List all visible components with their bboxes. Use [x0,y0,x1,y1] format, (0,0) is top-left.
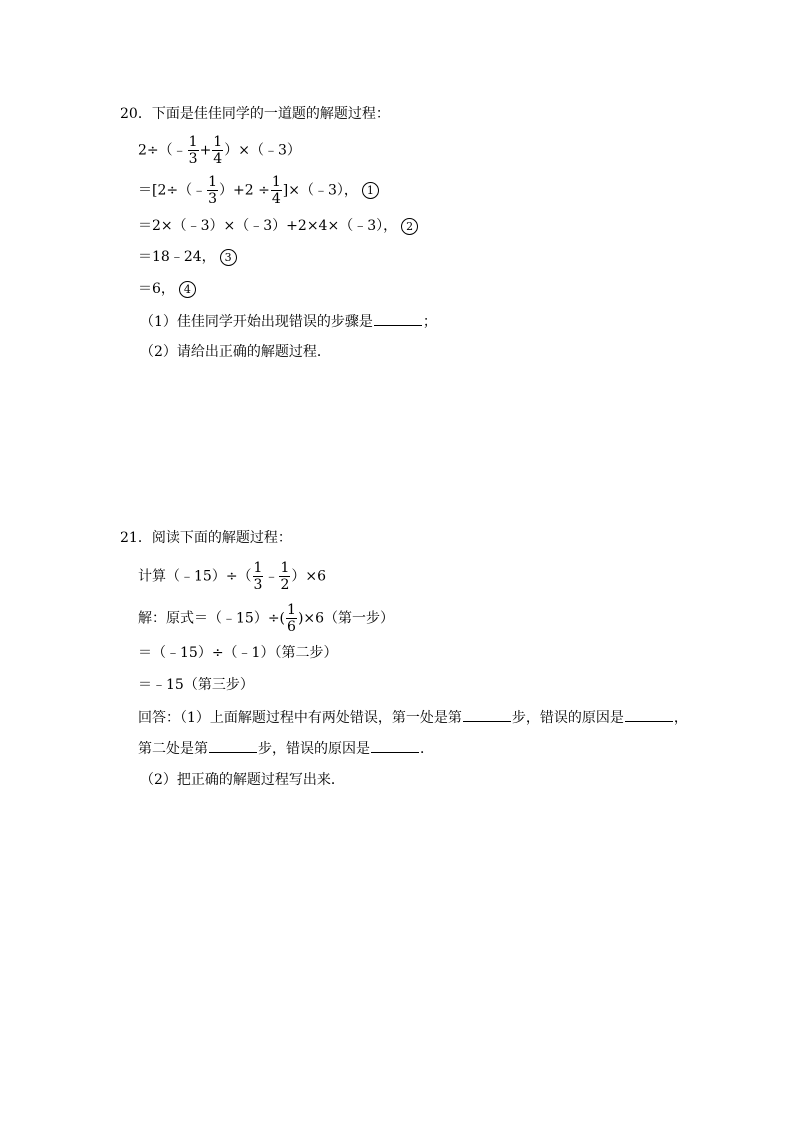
q21-calc-part2: ﹣ [264,568,279,585]
answer-blank[interactable] [463,707,511,722]
q21-sol1-fraction [286,602,297,635]
q21-answer-line-2 [138,738,434,759]
q20-step1-fraction-2 [271,174,282,207]
q20-expr-part3: ）×（﹣3） [224,142,301,159]
q20-part1-question: （1）佳佳同学开始出现错误的步骤是 [140,314,373,330]
q20-expr-part1: 2÷（﹣ [138,142,187,159]
q21-calc-fraction-1-denominator: 3 [253,577,263,593]
q21-calculation [138,560,326,593]
q20-expr-fraction-2-denominator: 4 [213,151,223,167]
q20-expression [138,134,301,167]
q20-expr-part2: + [199,142,212,159]
q21-stem: 21．阅读下面的解题过程： [120,530,292,546]
q20-step-3 [138,247,237,267]
q20-step1-part2: ）+2 ÷ [219,182,270,199]
q21-sol1-fraction-denominator: 6 [287,619,296,635]
q20-step1-fraction-2-numerator: 1 [271,174,281,190]
q21-calc-part1: 计算（﹣15）÷（ [138,568,252,585]
q20-step3-text: ＝18﹣24， [138,249,216,265]
q21-calc-part3: ）×6 [291,568,327,585]
q21-sol1-part1: 解：原式＝（﹣15）÷( [138,610,286,627]
q20-step1-part1: ＝[2÷（﹣ [138,182,207,199]
q20-expr-fraction-1-denominator: 3 [188,151,198,167]
q21-solution-step-1 [138,602,394,635]
q20-step1-circled-number: 1 [362,182,379,199]
q20-expr-fraction-1 [188,134,199,167]
q20-step1-fraction-1 [207,174,218,207]
q21-ans2-text-c: ． [420,741,434,757]
q21-ans2-text-a: 第二处是第 [138,741,208,757]
q21-answer-line-1 [138,707,688,728]
q20-part-2: （2）请给出正确的解题过程． [140,344,331,360]
q20-step4-circled-number: 4 [179,281,196,298]
q20-stem: 20．下面是佳佳同学的一道题的解题过程： [120,106,390,122]
q21-sol1-part2: )×6（第一步） [297,610,395,627]
answer-blank[interactable] [374,311,422,326]
q21-part-2: （2）把正确的解题过程写出来． [140,772,345,788]
q21-ans1-text-b: 步，错误的原因是 [511,710,624,726]
q21-calc-fraction-2-numerator: 1 [280,560,290,576]
answer-blank[interactable] [625,707,673,722]
q20-step1-fraction-1-numerator: 1 [208,174,218,190]
q20-part1-end: ； [422,314,437,330]
q21-solution-step-3: ＝﹣15（第三步） [138,677,254,693]
q20-part-1 [140,311,437,332]
q20-step-4 [138,279,196,299]
q21-calc-fraction-2 [279,560,290,593]
q21-ans2-text-b: 步，错误的原因是 [258,741,370,757]
q21-sol1-fraction-numerator: 1 [287,602,296,618]
q20-step1-part3: ]×（﹣3）， [282,182,358,199]
q20-step1-fraction-1-denominator: 3 [208,191,218,207]
q20-step2-text: ＝2×（﹣3）×（﹣3）+2×4×（﹣3）， [138,218,398,234]
answer-blank[interactable] [371,738,419,753]
q20-expr-fraction-2-numerator: 1 [213,134,223,150]
q20-step3-circled-number: 3 [220,249,237,266]
q20-step-2 [138,216,418,236]
q20-expr-fraction-2 [212,134,223,167]
q21-ans1-text-c: ， [673,710,688,726]
q21-calc-fraction-2-denominator: 2 [280,577,290,593]
q20-step4-text: ＝6， [138,281,175,297]
q20-expr-fraction-1-numerator: 1 [188,134,198,150]
answer-blank[interactable] [209,738,257,753]
q21-calc-fraction-1 [253,560,264,593]
q20-step2-circled-number: 2 [401,218,418,235]
q21-calc-fraction-1-numerator: 1 [253,560,263,576]
q20-step1-fraction-2-denominator: 4 [271,191,281,207]
q20-step-1 [138,174,379,207]
q21-solution-step-2: ＝（﹣15）÷（﹣1）（第二步） [138,645,338,661]
q21-ans1-text-a: 回答：（1）上面解题过程中有两处错误，第一处是第 [138,710,462,726]
